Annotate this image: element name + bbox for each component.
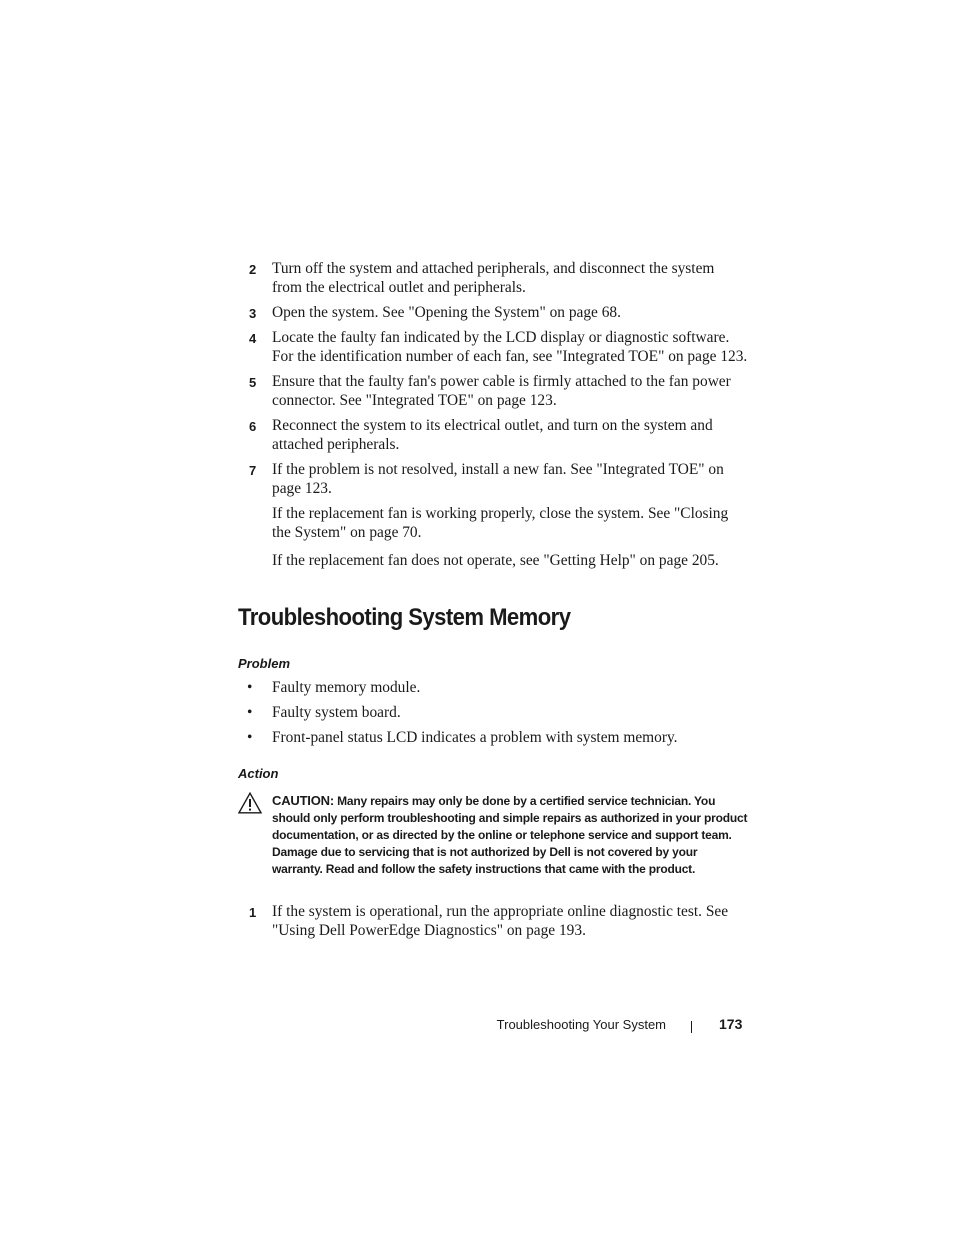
fan-steps (238, 259, 748, 579)
step-text: If the problem is not resolved, install a new fan. See "Integrated TOE" on page 123. (272, 461, 724, 497)
body-paragraph: If the replacement fan does not operate, see "Getting Help" on page 205. (272, 552, 719, 569)
problem-list (238, 678, 748, 753)
footer-divider (691, 1021, 692, 1033)
list-item-text: Faulty memory module. (272, 679, 421, 696)
step-text: Locate the faulty fan indicated by the LCD display or diagnostic software. For the identification number of each fan, see "Integrated TOE" on page 123. (272, 329, 748, 365)
step-number: 3 (249, 306, 257, 321)
list-item-text: Faulty system board. (272, 704, 401, 721)
step-number: 5 (249, 375, 257, 390)
list-item (238, 678, 748, 697)
step-item (238, 372, 748, 410)
step-text: Turn off the system and attached peripherals, and disconnect the system from the electrical outlet and peripherals. (272, 260, 715, 296)
step-number: 4 (249, 331, 257, 346)
bullet-icon: • (247, 729, 253, 746)
list-item (238, 728, 748, 747)
step-text: If the system is operational, run the appropriate online diagnostic test. See "Using Dell PowerEdge Diagnostics" on page 193. (272, 903, 729, 939)
list-item-text: Front-panel status LCD indicates a problem with system memory. (272, 729, 678, 746)
step-number: 7 (249, 463, 257, 478)
step-item (238, 303, 748, 322)
step-text: Ensure that the faulty fan's power cable is firmly attached to the fan power connector. See "Integrated TOE" on page 123. (272, 373, 731, 409)
step-item (238, 328, 748, 366)
page-number: 173 (719, 1016, 743, 1032)
step-item (238, 460, 748, 498)
step-number: 6 (249, 419, 257, 434)
step-number: 1 (249, 905, 257, 920)
step-number: 2 (249, 262, 257, 277)
warning-triangle-icon (238, 792, 262, 814)
step-text: Open the system. See "Opening the System" on page 68. (272, 304, 621, 321)
action-subheading: Action (238, 766, 279, 781)
body-paragraph: If the replacement fan is working properly, close the system. See "Closing the System" on page 70. (272, 505, 729, 541)
step-item (238, 259, 748, 297)
step-item (238, 416, 748, 454)
step-text: Reconnect the system to its electrical outlet, and turn on the system and attached peripherals. (272, 417, 713, 453)
list-item (238, 703, 748, 722)
caution-label: CAUTION: (272, 793, 334, 808)
section-heading: Troubleshooting System Memory (238, 604, 571, 631)
caution-text: Many repairs may only be done by a certified service technician. You should only perform troubleshooting and simple repairs as authorized in your product documentation, or as directed by the online or telephone service and support team. Damage due to servicing that is not authorized by Dell is not covered by your warranty. Read and follow the safety instructions that came with the product. (272, 794, 748, 876)
memory-steps (238, 902, 748, 946)
caution-text-block (238, 792, 748, 878)
page-footer (0, 1015, 954, 1035)
step-item (238, 902, 748, 940)
bullet-icon: • (247, 679, 253, 696)
caution-notice (238, 792, 748, 878)
bullet-icon: • (247, 704, 253, 721)
footer-chapter-title: Troubleshooting Your System (496, 1017, 666, 1032)
problem-subheading: Problem (238, 656, 291, 671)
